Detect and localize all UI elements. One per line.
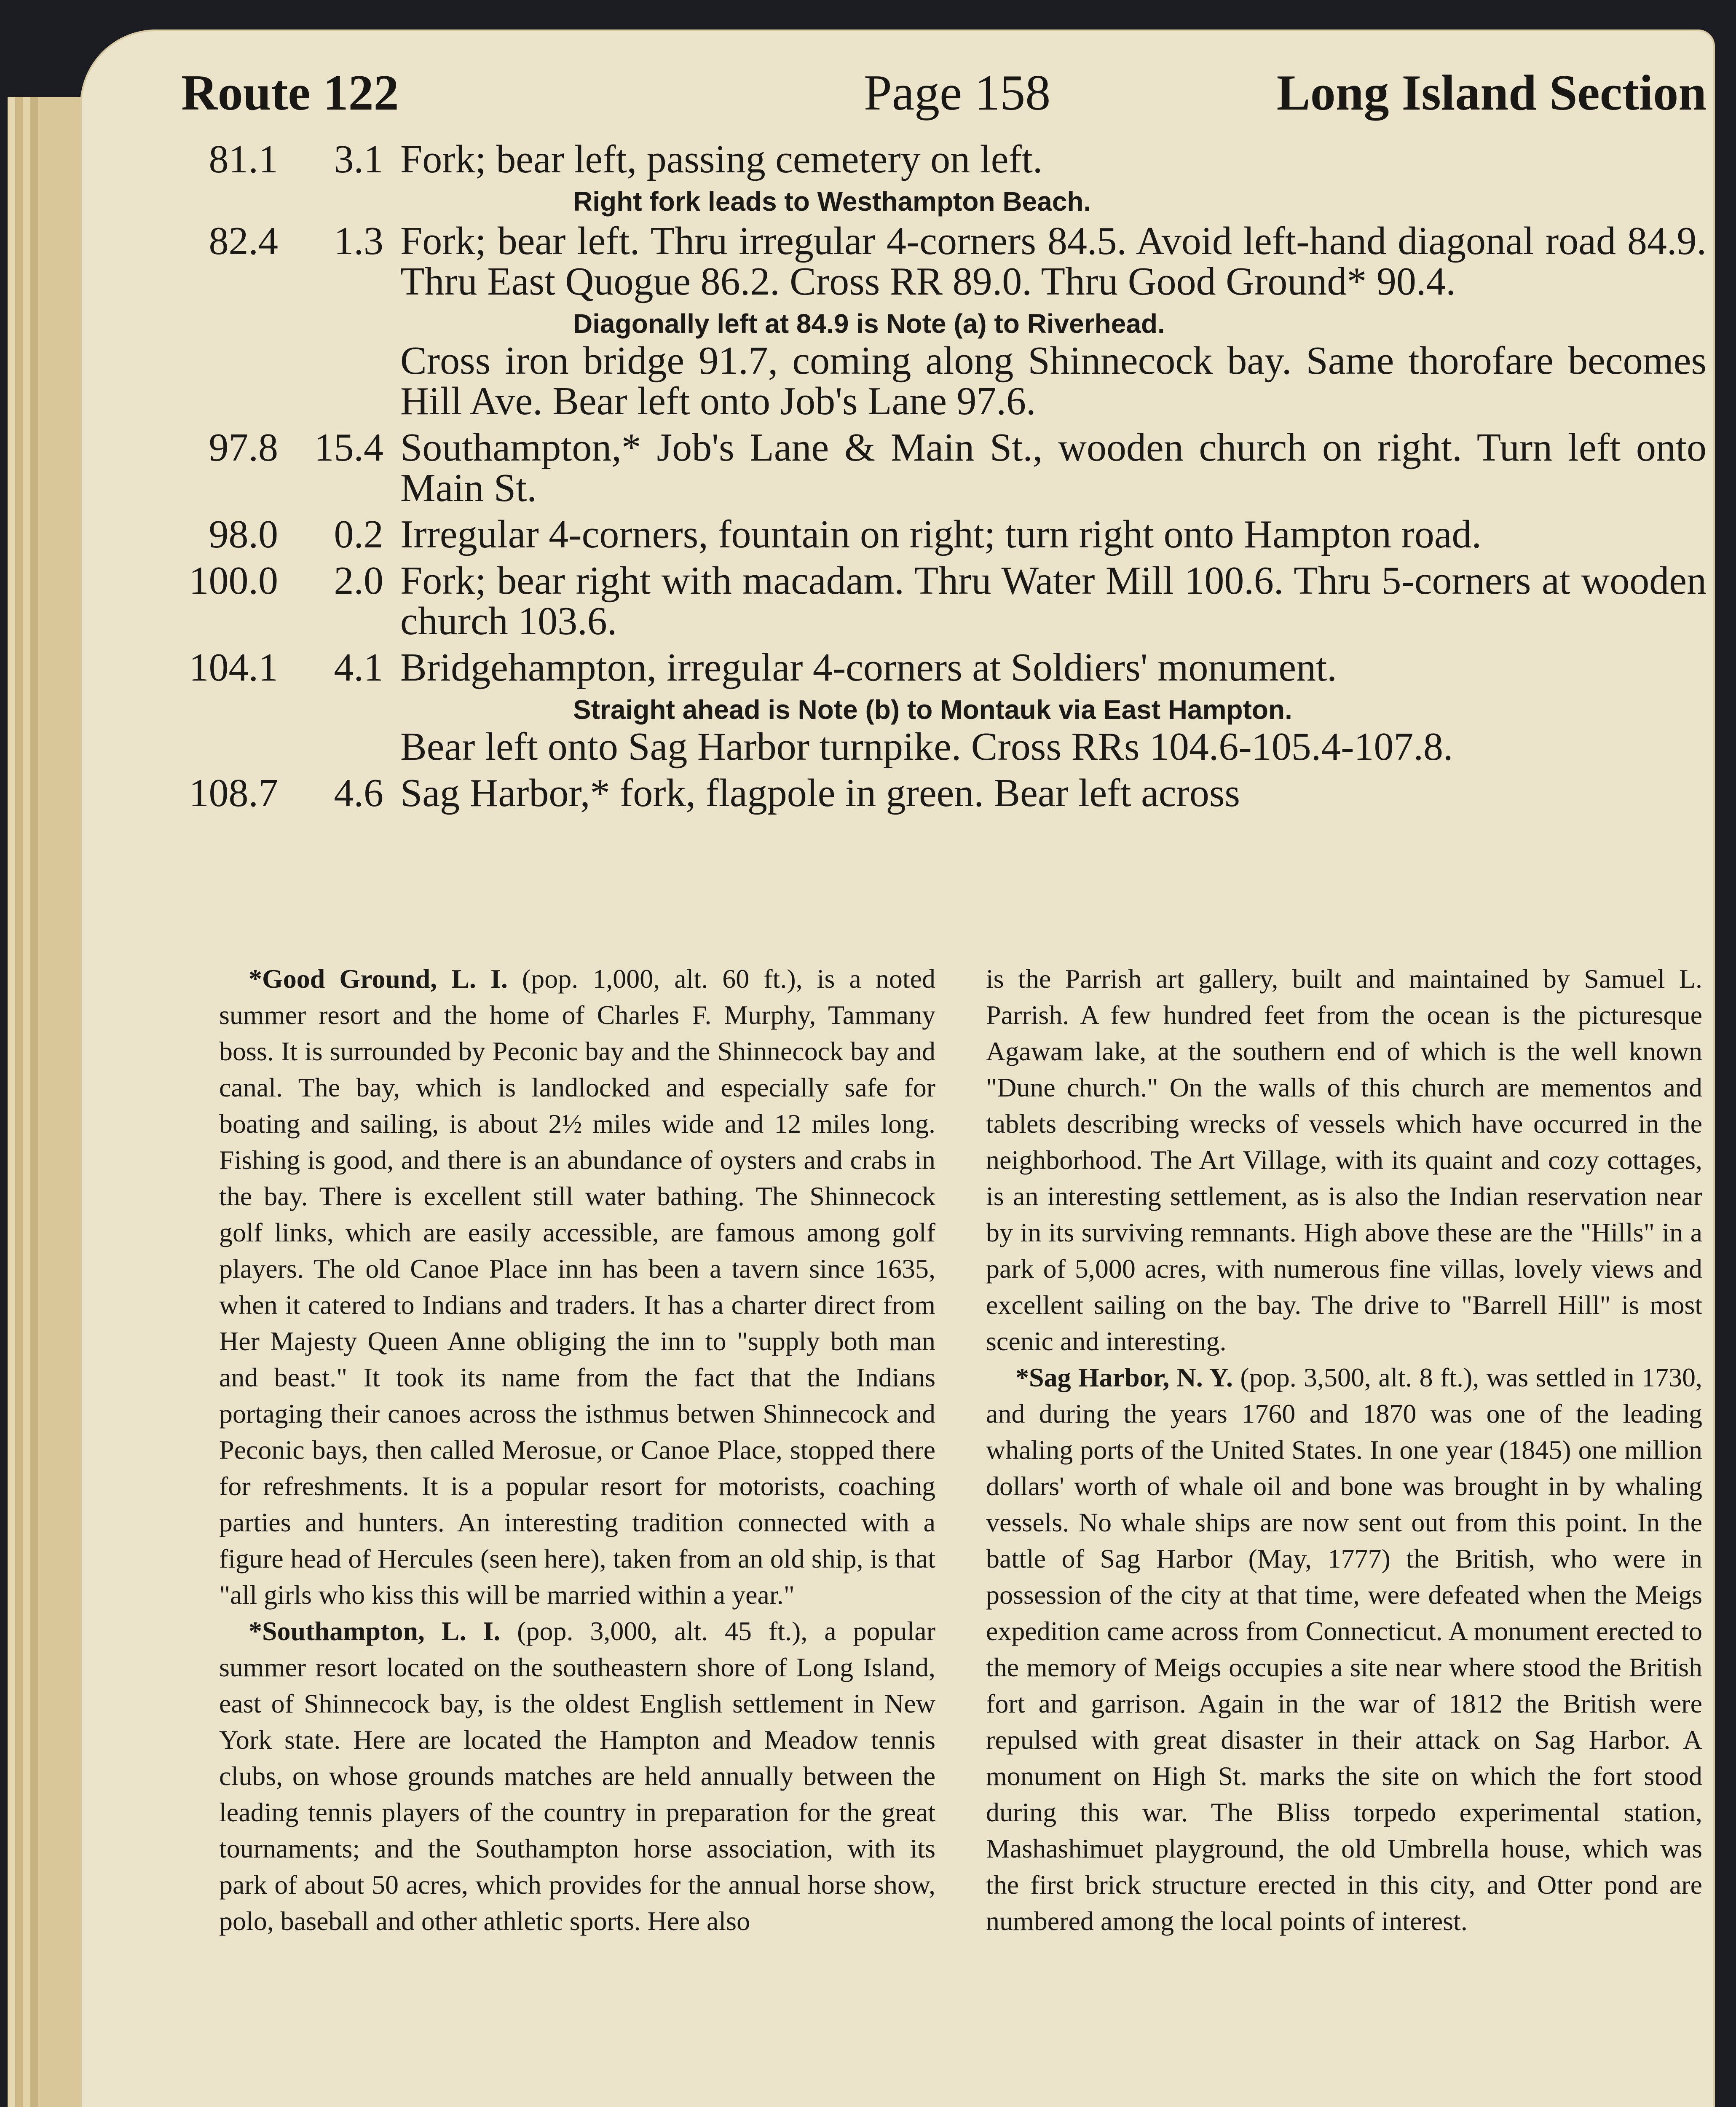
town-paragraph <box>219 1613 935 1939</box>
route-step-text: Fork; bear left. Thru irregular 4-corners 84.5. Avoid left-hand diagonal road 84.9. Thru East Quogue 86.2. Cross RR 89.0. Thru Good Ground* 90.4. <box>400 219 1707 303</box>
route-step <box>181 221 1707 302</box>
route-note: Diagonally left at 84.9 is Note (a) to Riverhead. <box>573 308 1165 339</box>
segment-mileage: 4.1 <box>334 646 383 689</box>
town-text: (pop. 3,500, alt. 8 ft.), was settled in 1730, and during the years 1760 and 1870 was one of the leading whaling ports of the United States. In one year (1845) one million dollars' worth of whale oil and bone was brought in by whaling vessels. No whale ships are now sent out from this point. In the battle of Sag Harbor (May, 1777) the British, who were in possession of the city at that time, were defeated when the Meigs expedition came across from Connecticut. A monument erected to the memory of Meigs occupies a site near where stood the British fort and garrison. Again in the war of 1812 the British were repulsed with great disaster in their attack on Sag Harbor. A monument on High St. marks the site on which the fort stood during this war. The Bliss torpedo experimental station, Mashashimuet playground, the old Umbrella house, which was the first brick structure erected in this city, and Otter pond are numbered among the local points of interest. <box>986 1362 1703 1936</box>
route-step-text: Bear left onto Sag Harbor turnpike. Cross RRs 104.6-105.4-107.8. <box>400 725 1453 769</box>
total-mileage: 98.0 <box>209 512 278 556</box>
segment-mileage: 1.3 <box>334 219 383 263</box>
segment-mileage: 0.2 <box>334 512 383 556</box>
total-mileage: 104.1 <box>189 646 278 689</box>
town-paragraph <box>986 1359 1702 1939</box>
town-text: (pop. 3,000, alt. 45 ft.), a popular summer resort located on the southeastern shore of Long Island, east of Shinnecock bay, is the oldest English settlement in New York state. Here are located the Hampton and Meadow tennis clubs, on whose grounds matches are held annually between the leading tennis players of the country in preparation for the great tournaments; and the Southampton horse association, with its park of about 50 acres, which provides for the annual horse show, polo, baseball and other athletic sports. Here also <box>219 1616 936 1936</box>
total-mileage: 97.8 <box>209 426 278 469</box>
route-step-text: Southampton,* Job's Lane & Main St., wooden church on right. Turn left onto Main St. <box>400 426 1707 510</box>
town-text: (pop. 1,000, alt. 60 ft.), is a noted summer resort and the home of Charles F. Murphy, Tammany boss. It is surrounded by Peconic bay and the Shinnecock bay and canal. The bay, which is landlocked and especially safe for boating and sailing, is about 2½ miles wide and 12 miles long. Fishing is good, and there is an abundance of oysters and crabs in the bay. There is excellent still water bathing. The Shinnecock golf links, which are easily accessible, are famous among golf players. The old Canoe Place inn has been a tavern since 1635, when it catered to Indians and traders. It has a charter direct from Her Majesty Queen Anne obliging the inn to "supply both man and beast." It took its name from the fact that the Indians portaging their canoes across the isthmus betwen Shinnecock and Peconic bays, then called Merosue, or Canoe Place, stopped there for refreshments. It is a popular resort for motorists, coaching parties and hunters. An interesting tradition connected with a figure head of Hercules (seen here), taken from an old ship, is that "all girls who kiss this will be married within a year." <box>219 964 936 1610</box>
town-paragraph <box>986 961 1702 1359</box>
total-mileage: 108.7 <box>189 771 278 815</box>
town-heading: *Good Ground, L. I. <box>249 964 508 994</box>
page-header <box>181 51 1707 135</box>
total-mileage: 81.1 <box>209 137 278 181</box>
section-title: Long Island Section <box>1276 64 1707 121</box>
route-step-text: Fork; bear left, passing cemetery on left. <box>400 137 1043 181</box>
left-column <box>219 961 935 2107</box>
segment-mileage: 4.6 <box>334 771 383 815</box>
route-step-text: Bridgehampton, irregular 4-corners at Soldiers' monument. <box>400 646 1337 689</box>
route-step-text: Irregular 4-corners, fountain on right; turn right onto Hampton road. <box>400 512 1482 556</box>
total-mileage: 82.4 <box>209 219 278 263</box>
route-step <box>181 340 1707 421</box>
route-step <box>181 514 1707 555</box>
route-step-text: Fork; bear right with macadam. Thru Water Mill 100.6. Thru 5-corners at wooden church 103.6. <box>400 559 1707 643</box>
segment-mileage: 3.1 <box>334 137 383 181</box>
route-step <box>181 726 1707 767</box>
right-column <box>986 961 1702 2107</box>
route-step <box>181 427 1707 508</box>
route-number: Route 122 <box>181 64 399 121</box>
route-step <box>181 647 1707 688</box>
page-number: Page 158 <box>864 64 1051 121</box>
town-text: is the Parrish art gallery, built and maintained by Samuel L. Parrish. A few hundred feet from the ocean is the picturesque Agawam lake, at the southern end of which is the well known "Dune church." On the walls of this church are mementos and tablets describing wrecks of vessels which have occurred in the neighborhood. The Art Village, with its quaint and cozy cottages, is an interesting settlement, as is also the Indian reservation near by in its surviving remnants. High above these are the "Hills" in a park of 5,000 acres, with numerous fine villas, lovely views and excellent sailing on the bay. The drive to "Barrell Hill" is most scenic and interesting. <box>986 964 1702 1356</box>
town-heading: *Southampton, L. I. <box>249 1616 501 1646</box>
town-paragraph <box>219 961 935 1613</box>
segment-mileage: 15.4 <box>314 426 383 469</box>
route-step <box>181 773 1707 813</box>
route-note: Straight ahead is Note (b) to Montauk via East Hampton. <box>573 694 1292 725</box>
town-heading: *Sag Harbor, N. Y. <box>1015 1362 1233 1392</box>
route-directions <box>181 139 1707 819</box>
total-mileage: 100.0 <box>189 559 278 603</box>
segment-mileage: 2.0 <box>334 559 383 603</box>
route-note: Right fork leads to Westhampton Beach. <box>573 186 1091 217</box>
route-step-text: Sag Harbor,* fork, flagpole in green. Bear left across <box>400 771 1240 815</box>
route-step-text: Cross iron bridge 91.7, coming along Shinnecock bay. Same thorofare becomes Hill Ave. Bear left onto Job's Lane 97.6. <box>400 339 1707 423</box>
route-step <box>181 139 1707 180</box>
route-step <box>181 560 1707 641</box>
town-descriptions <box>219 961 1703 2107</box>
